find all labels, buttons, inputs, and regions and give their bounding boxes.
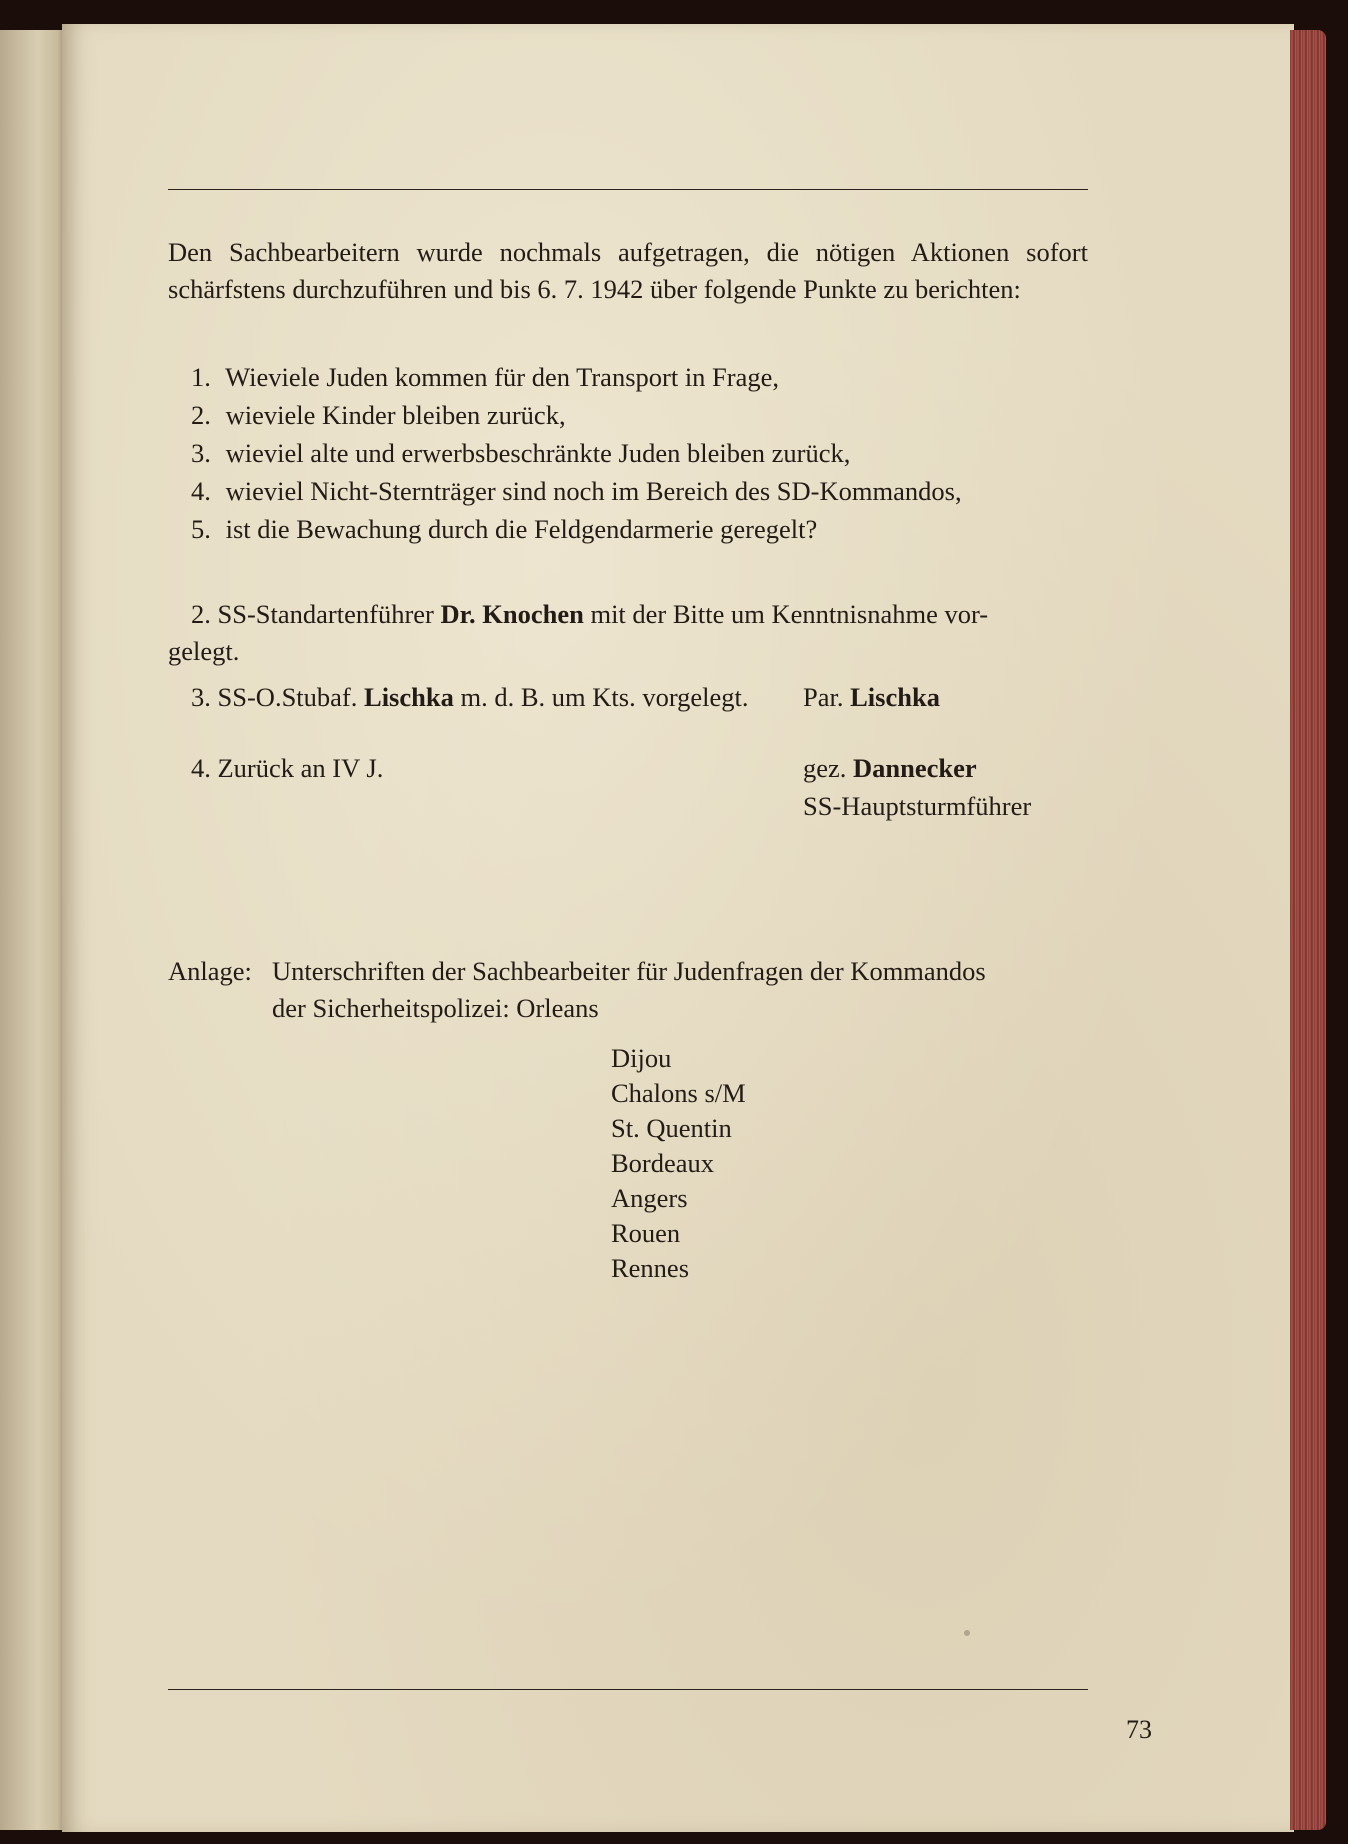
list-item: Angers <box>611 1183 688 1213</box>
list-item: Bordeaux <box>611 1148 715 1178</box>
list-item-text: Wieviele Juden kommen für den Transport in Frage, <box>225 362 780 392</box>
routing-step-3 <box>191 679 1091 716</box>
list-item-text: wieviel alte und erwerbsbeschränkte Juden bleiben zurück, <box>225 438 851 468</box>
list-item: St. Quentin <box>611 1113 732 1143</box>
list-item-number: 2. <box>191 400 211 430</box>
list-item <box>191 511 1071 549</box>
list-item-number: 4. <box>191 476 211 506</box>
routing-step-3-rest: m. d. B. um Kts. vorgelegt. <box>460 682 749 712</box>
page-number: 73 <box>1126 1715 1152 1744</box>
paraph-prefix: Par. <box>803 682 844 712</box>
routing-step-2-line1 <box>168 596 1088 633</box>
paraph-name: Lischka <box>850 682 940 712</box>
top-rule <box>168 189 1088 190</box>
routing-step-4: 4. Zurück an IV J. <box>191 753 384 783</box>
attachment-line1: Unterschriften der Sachbearbeiter für Judenfragen der Kommandos <box>272 956 986 986</box>
routing-step-2 <box>168 596 1088 670</box>
signature-line <box>803 750 1031 788</box>
intro-paragraph: Den Sachbearbeitern wurde nochmals aufgetragen, die nötigen Aktionen sofort schärfstens durchzuführen und bis 6. 7. 1942 über folgende Punkte zu berichten: <box>168 237 1088 304</box>
list-item <box>191 359 1071 397</box>
paper-speck <box>964 1630 970 1636</box>
paraph <box>803 679 940 716</box>
list-item-text: wieviel Nicht-Sternträger sind noch im Bereich des SD-Kommandos, <box>225 476 962 506</box>
list-item: Dijou <box>611 1043 672 1073</box>
signature-block <box>803 750 1031 826</box>
city-list <box>611 1040 746 1285</box>
signature-rank: SS-Hauptsturmführer <box>803 791 1032 821</box>
signature-prefix: gez. <box>803 753 847 783</box>
list-item <box>191 473 1071 511</box>
routing-step-2-name: Dr. Knochen <box>440 599 584 629</box>
list-item <box>191 397 1071 435</box>
list-item-number: 3. <box>191 438 211 468</box>
routing-step-2-prefix: 2. SS-Standartenführer <box>191 599 434 629</box>
attachment-line2: der Sicherheitspolizei: Orleans <box>272 993 599 1023</box>
bottom-rule <box>168 1689 1088 1690</box>
book-page <box>62 24 1294 1832</box>
list-item <box>191 435 1071 473</box>
list-item: Rouen <box>611 1218 681 1248</box>
list-item: Chalons s/M <box>611 1078 746 1108</box>
report-points-list <box>191 359 1071 549</box>
left-page-edge <box>0 30 68 1830</box>
list-item-text: wieviele Kinder bleiben zurück, <box>225 400 566 430</box>
attachment-label: Anlage: <box>168 956 252 986</box>
list-item-number: 5. <box>191 514 211 544</box>
list-item: Rennes <box>611 1253 690 1283</box>
list-item-number: 1. <box>191 362 211 392</box>
routing-step-2-rest: mit der Bitte um Kenntnisnahme vor- <box>590 599 989 629</box>
page-edges <box>1290 30 1326 1830</box>
routing-step-2-line2: gelegt. <box>168 636 240 666</box>
signature-name: Dannecker <box>853 753 977 783</box>
routing-step-3-prefix: 3. SS-O.Stubaf. <box>191 682 358 712</box>
routing-step-3-name: Lischka <box>364 682 454 712</box>
list-item-text: ist die Bewachung durch die Feldgendarmerie geregelt? <box>225 514 818 544</box>
